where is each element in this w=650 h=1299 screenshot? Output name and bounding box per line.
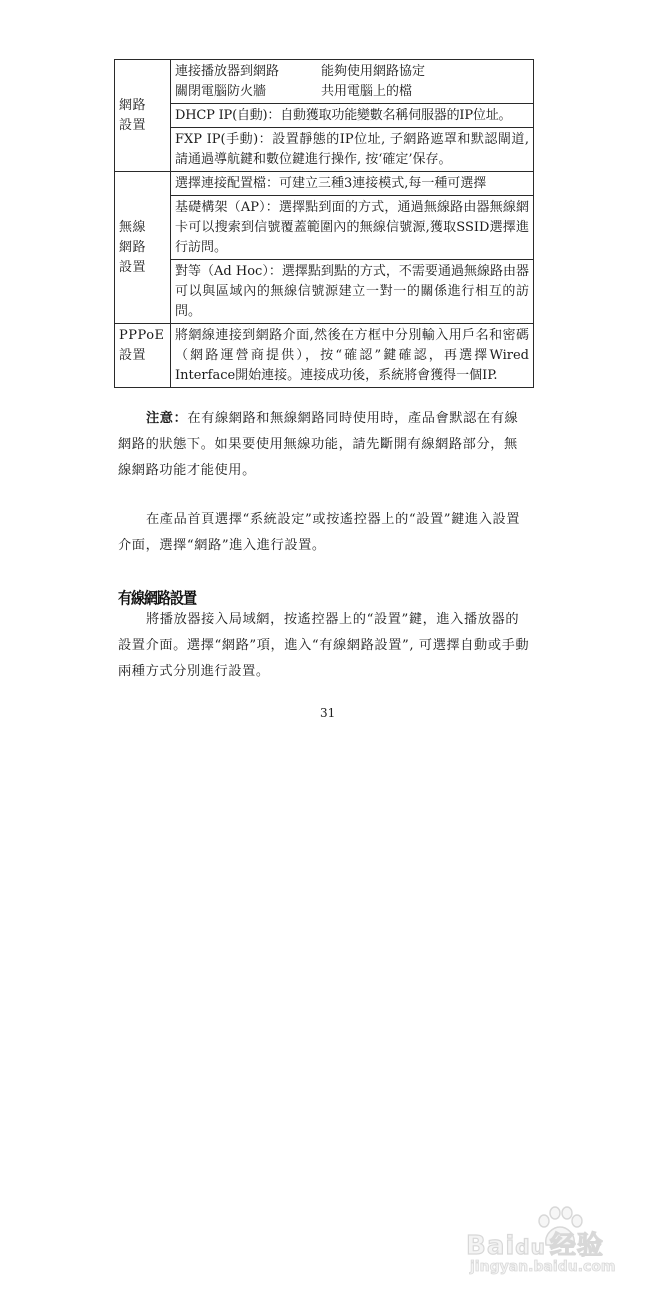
table-row <box>115 60 534 104</box>
category-label: 無線 <box>119 220 147 235</box>
wired-features-cell <box>171 60 534 104</box>
logo-text: Bai <box>466 1231 516 1261</box>
intro-paragraph: 在產品首頁選擇“系統設定”或按遙控器上的“設置”鍵進入設置介面，選擇“網路”進入進行設置。 <box>118 512 521 553</box>
profile-cell: 選擇連接配置檔：可建立三種3連接模式,每一種可選擇 <box>171 172 534 196</box>
table-row <box>115 260 534 324</box>
fxp-cell: FXP IP(手動)：設置靜態的IP位址, 子網路遮罩和默認閘道, 請通過導航鍵和數位鍵進行操作, 按‘確定’保存。 <box>171 128 534 172</box>
category-label: 網路 <box>119 240 147 255</box>
category-label: 設置 <box>119 260 147 275</box>
category-label: 設置 <box>119 348 147 363</box>
category-label: 網路 <box>119 98 147 113</box>
baidu-watermark <box>462 1203 642 1293</box>
network-settings-table <box>114 59 534 388</box>
watermark-url: jingyan.baidu.com <box>470 1259 616 1275</box>
category-label: PPPoE <box>119 328 165 343</box>
category-label: 設置 <box>119 118 147 133</box>
note-label: 注意： <box>146 411 188 426</box>
dhcp-cell: DHCP IP(自動)：自動獲取功能變數名稱伺服器的IP位址。 <box>171 104 534 128</box>
note-paragraph <box>118 406 530 484</box>
table-row <box>115 128 534 172</box>
section-paragraph: 將播放器接入局域網，按遙控器上的“設置”鍵，進入播放器的設置介面。選擇“網路”項，進入“有線網路設置”, 可選擇自動或手動兩種方式分別進行設置。 <box>118 612 530 679</box>
table-row <box>115 104 534 128</box>
logo-text: 经验 <box>549 1231 604 1261</box>
baidu-logo <box>466 1225 604 1262</box>
table-row <box>115 172 534 196</box>
feature-text: 連接播放器到網路 <box>175 64 280 79</box>
feature-text: 關閉電腦防火牆 <box>175 84 267 99</box>
feature-text: 能夠使用網路協定 <box>321 64 426 79</box>
pppoe-cell: 將網線連接到網路介面,然後在方框中分別輸入用戶名和密碼（網路運營商提供），按“確認”鍵確認，再選擇Wired Interface開始連接。連接成功後，系統將會獲得一個IP. <box>171 324 534 388</box>
note-text: 在有線網路和無線網路同時使用時，產品會默認在有線網路的狀態下。如果要使用無線功能，請先斷開有線網路部分，無線網路功能才能使用。 <box>118 411 519 478</box>
adhoc-cell: 對等（Ad Hoc）：選擇點到點的方式，不需要通過無線路由器可以與區域內的無線信號源建立一對一的關係進行相互的訪問。 <box>171 260 534 324</box>
feature-text: 共用電腦上的檔 <box>321 84 413 99</box>
table-row <box>115 324 534 388</box>
wired-category-cell <box>115 60 171 172</box>
wireless-category-cell <box>115 172 171 324</box>
feature-row <box>175 62 529 82</box>
section-heading: 有線網路設置 <box>118 589 196 608</box>
logo-text: du <box>515 1235 546 1259</box>
pppoe-category-cell <box>115 324 171 388</box>
table-row <box>115 196 534 260</box>
page-number: 31 <box>320 706 336 720</box>
ap-cell: 基礎構架（AP）：選擇點到面的方式，通過無線路由器無線網卡可以搜索到信號覆蓋範圍內的無線信號源,獲取SSID選擇進行訪問。 <box>171 196 534 260</box>
feature-row <box>175 82 529 102</box>
